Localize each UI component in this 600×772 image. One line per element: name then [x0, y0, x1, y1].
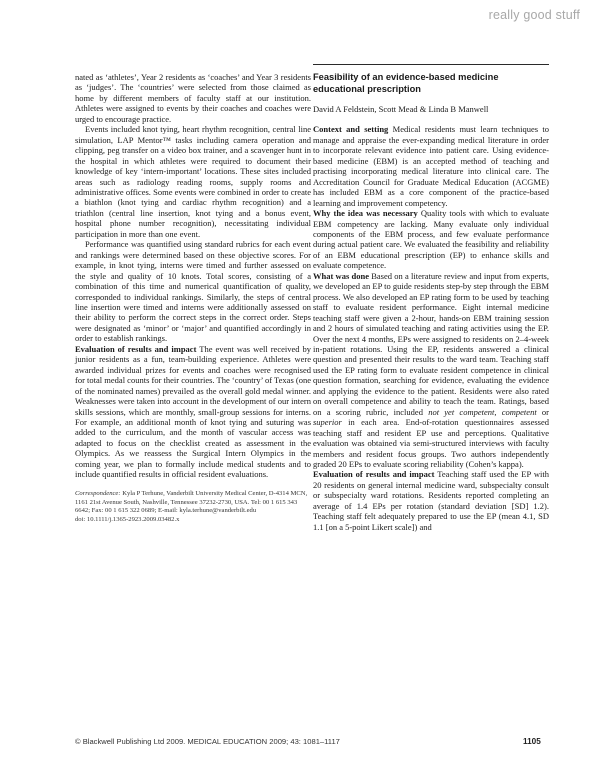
- rating-term: superior: [313, 417, 342, 428]
- body-paragraph: Events included knot tying, heart rhythm recognition, central line simulation, LAP Mentor™ tasks including camera operation and clipping, peg transfer on a video box trainer, and a scavenger hunt in the hospital in which athletes were required to document their knowledge of key ‘intern-important’ locations. These sites included areas such as radiology reading rooms, supply rooms and administrative offices. Some events were combined in order to create a biathlon (knot tying and cardiac rhythm recognition) and a triathlon (central line insertion, knot tying and a bonus event, hospital phone number recognition), necessitating individual participation in more than one event.: [75, 124, 311, 239]
- section-heading: Context and setting: [313, 124, 389, 135]
- separator-text: or: [536, 406, 550, 417]
- article-divider: [313, 64, 549, 65]
- section-text: The event was well received by junior residents as a fun, team-building experience. Athletes were awarded individual prizes for events and coaches were recognised for total medal counts for their countries. The ‘country’ of Texas (one of the nominated names) prevailed as the overall gold medal winner. Weaknesses were taken into account in the development of our intern skills sessions, which are monthly, small-group sessions for interns. For example, an additional month of knot tying and suturing was added to the curriculum, and the month of vascular access was adapted to focus on the checklist created as assessment in the Olympics. As we reassess the Surgical Intern Olympics in the coming year, we plan to formally include medical students and to include quantified results in official resident evaluations.: [75, 343, 311, 480]
- rating-term: not yet competent: [428, 406, 495, 417]
- article-title: Feasibility of an evidence-based medicine educational prescription: [313, 72, 499, 94]
- correspondence-block: [75, 490, 311, 526]
- section-text: Quality tools with which to evaluate EBM competency are lacking. Many evaluate only individual components of the EBM process, and few evaluate performance during actual patient care. We evaluated the feasibility and reliability of an EBM educational prescription (EP) to enhance skills and evaluate competence.: [313, 208, 549, 271]
- separator-text: ,: [494, 406, 502, 417]
- context-paragraph: [313, 124, 549, 208]
- section-heading: Why the idea was necessary: [313, 208, 418, 219]
- article-authors: David A Feldstein, Scott Mead & Linda B Manwell: [313, 104, 489, 114]
- section-text: Medical residents must learn techniques to manage and appraise the ever-expanding medical literature in order to incorporate relevant evidence into patient care. Using evidence-based medicine (EBM) is an accepted method of teaching and practising incorporating medical literature into clinical care. The Accreditation Council for Graduate Medical Education (ACGME) has included EBM as a core component of the practice-based learning and improvement competency.: [313, 124, 550, 208]
- why-paragraph: [313, 208, 549, 271]
- section-text: Teaching staff used the EP with 20 residents on general internal medicine ward, subspecialty consult or subspecialty ward rotations. Residents reported completing an average of 1.4 EPs per rotation (standard deviation [SD] 1.2). Teaching staff felt adequately prepared to use the EP (mean 4.1, SD 1.1 [on a 5-point Likert scale]) and: [313, 469, 549, 532]
- correspondence-text: Kyla P Terhune, Vanderbilt University Medical Center, D-4314 MCN, 1161 21st Avenue South, Nashville, Tennessee 37232-2730, USA. Tel: 00 1 615 343 6642; Fax: 00 1 615 322 0689; E-mail: kyla.terhune@vanderbilt.edu: [75, 489, 308, 515]
- section-heading: Evaluation of results and impact: [313, 469, 435, 480]
- left-column: [75, 72, 311, 525]
- results-paragraph: [313, 469, 549, 532]
- section-text: Based on a literature review and input from experts, we developed an EP to guide residents step-by step through the EBM process. We also developed an EP rating form to be used by teaching staff to evaluate resident performance. Eight internal medicine teaching staff were given a 2-hour, hands-on EBM training session and 2 hours of simulated teaching and rating activities using the EP. Over the next 4 months, EPs were assigned to residents on 2–4-week in-patient rotations. Using the EP, residents answered a clinical question and presented their results to the ward team. Teaching staff used the EP rating form to evaluate resident competence in clinical question formation, searching for evidence, evaluating the evidence and applying the evidence to the patient. Residents were also rated on overall competence and ability to teach the team. Ratings, based on a scoring rubric, included: [313, 270, 549, 417]
- right-column: [313, 72, 549, 532]
- correspondence-label: Correspondence:: [75, 489, 121, 497]
- evaluation-paragraph: [75, 344, 311, 480]
- page-number: 1105: [523, 737, 541, 746]
- body-paragraph: nated as ‘athletes’, Year 2 residents as ‘coaches’ and Year 3 residents as ‘judges’. The ‘countries’ were selected from those claimed as home by different members of faculty staff at our institution. Athletes were assigned to events by their coaches and coaches were urged to encourage practice.: [75, 72, 311, 124]
- doi-text: doi: 10.1111/j.1365-2923.2009.03482.x: [75, 516, 180, 524]
- journal-footer: © Blackwell Publishing Ltd 2009. MEDICAL EDUCATION 2009; 43: 1081–1117: [75, 737, 340, 746]
- rating-term: competent: [501, 406, 537, 417]
- section-header-tag: really good stuff: [488, 8, 580, 22]
- body-paragraph: Performance was quantified using standard rubrics for each event and rankings were determined based on these objective scores. For example, in knot tying, interns were timed and further assessed on the style and quality of 10 knots. Total scores, consisting of a combination of this time and numerical quantification of quality, corresponded to individual rankings. Similarly, the steps of central line insertion were timed and interns were additionally assessed on their ability to perform the correct steps in the correct order. Steps were designated as ‘minor’ or ‘major’ and quantified accordingly in order to establish rankings.: [75, 239, 311, 344]
- section-heading: Evaluation of results and impact: [75, 343, 197, 354]
- section-text: in each area. End-of-rotation questionnaires assessed teaching staff and resident EP use and perceptions. Qualitative evaluation was obtained via semi-structured interviews with faculty members and resident focus groups. Two authors independently graded 20 EPs to evaluate scoring reliability (Cohen’s kappa).: [313, 417, 549, 469]
- section-heading: What was done: [313, 270, 369, 281]
- method-paragraph: [313, 271, 549, 470]
